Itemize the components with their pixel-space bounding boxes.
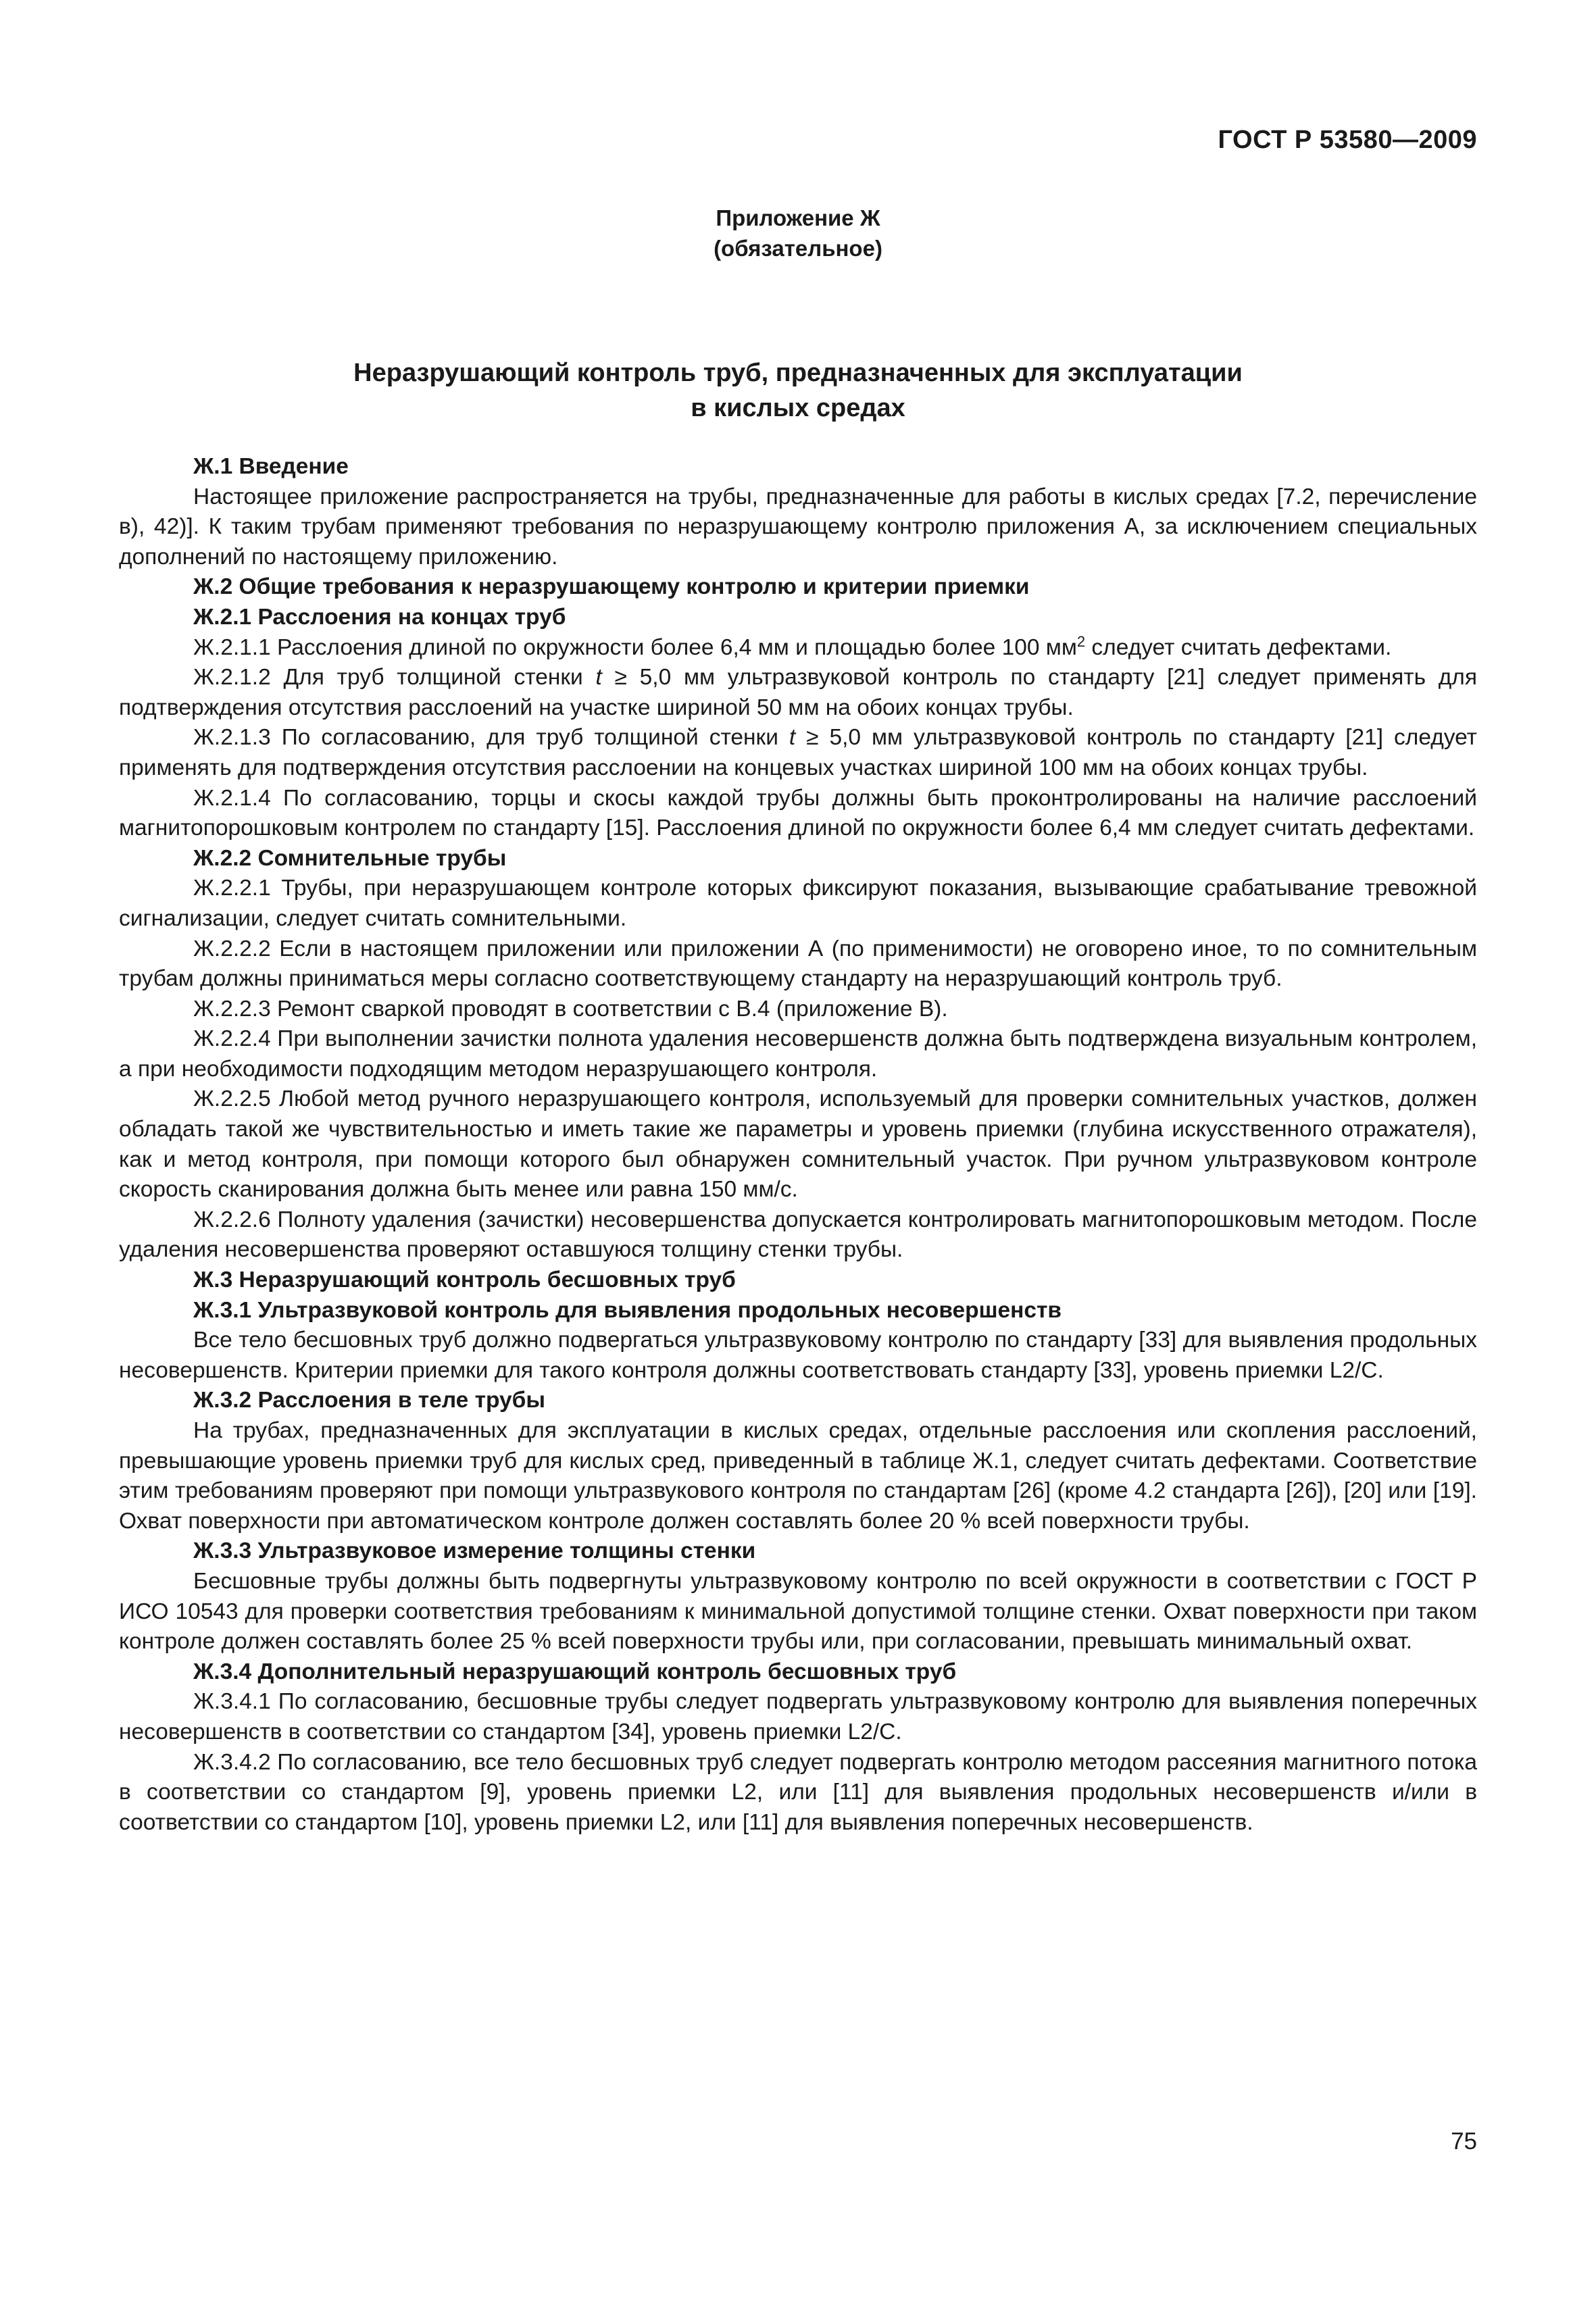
paragraph: Все тело бесшовных труб должно подвергаться ультразвуковому контролю по стандарту [33] для выявления продольных несовершенств. Критерии приемки для такого контроля должны соответствовать стандарту [33], уровень приемки L2/С. bbox=[119, 1328, 1477, 1383]
paragraph: Ж.2.2.3 Ремонт сваркой проводят в соответствии с В.4 (приложение В). bbox=[193, 996, 948, 1022]
paragraph bbox=[119, 633, 1477, 663]
paragraph: Настоящее приложение распространяется на трубы, предназначенные для работы в кислых средах [7.2, перечисление в), 42)]. К таким трубам применяют требования по неразрушающему контролю приложения А, за исключением специальных дополнений по настоящему приложению. bbox=[119, 484, 1477, 570]
subsection-heading: Ж.3.2 Расслоения в теле трубы bbox=[193, 1388, 545, 1413]
page-number: 75 bbox=[1451, 2128, 1477, 2155]
paragraph: Бесшовные трубы должны быть подвергнуты ультразвуковому контролю по всей окружности в соответствии с ГОСТ Р ИСО 10543 для проверки соответствия требованиям к минимальной допустимой толщине стенки. Охват поверхности при таком контроле должен составлять более 25 % всей поверхности трубы или, при согласовании, превышать минимальный охват. bbox=[119, 1568, 1477, 1655]
paragraph-text: ≥ 5,0 мм ультразвуковой контроль по стандарту [21] следует применять для подтверждения отсутствия расслоении на концевых участках шириной 100 мм на обоих концах трубы. bbox=[119, 725, 1477, 780]
document-code: ГОСТ Р 53580—2009 bbox=[1218, 126, 1477, 154]
annex-title bbox=[119, 355, 1477, 426]
variable: t bbox=[595, 665, 602, 690]
paragraph-text: следует считать дефектами. bbox=[1085, 634, 1392, 660]
paragraph: Ж.2.2.6 Полноту удаления (зачистки) несовершенства допускается контролировать магнитопорошковым методом. После удаления несовершенства проверяют оставшуюся толщину стенки трубы. bbox=[119, 1207, 1477, 1263]
paragraph: Ж.3.4.1 По согласованию, бесшовные трубы следует подвергать ультразвуковому контролю для выявления поперечных несовершенств в соответствии со стандартом [34], уровень приемки L2/С. bbox=[119, 1689, 1477, 1744]
section-heading: Ж.2 Общие требования к неразрушающему контролю и критерии приемки bbox=[193, 574, 1030, 600]
annex-label: Приложение Ж bbox=[716, 205, 880, 230]
subsection-heading: Ж.2.2 Сомнительные трубы bbox=[193, 845, 507, 871]
paragraph-text: Ж.2.1.3 По согласованию, для труб толщиной стенки bbox=[193, 725, 789, 751]
subsection-heading: Ж.3.1 Ультразвуковой контроль для выявления продольных несовершенств bbox=[193, 1297, 1062, 1323]
paragraph: Ж.2.2.4 При выполнении зачистки полнота удаления несовершенств должна быть подтверждена визуальным контролем, а при необходимости подходящим методом неразрушающего контроля. bbox=[119, 1026, 1477, 1082]
section-heading: Ж.3 Неразрушающий контроль бесшовных труб bbox=[193, 1267, 736, 1293]
paragraph: Ж.3.4.2 По согласованию, все тело бесшовных труб следует подвергать контролю методом рассеяния магнитного потока в соответствии со стандартом [9], уровень приемки L2, или [11] для выявления продольных несовершенств и/или в соответствии со стандартом [10], уровень приемки L2, или [11] для выявления поперечных несовершенств. bbox=[119, 1749, 1477, 1835]
subsection-heading: Ж.2.1 Расслоения на концах труб bbox=[193, 604, 566, 630]
paragraph: Ж.2.2.5 Любой метод ручного неразрушающего контроля, используемый для проверки сомнительных участков, должен обладать такой же чувствительностью и иметь такие же параметры и уровень приемки (глубина искусственного отражателя), как и метод контроля, при помощи которого был обнаружен сомнительный участок. При ручном ультразвуковом контроле скорость сканирования должна быть менее или равна 150 мм/с. bbox=[119, 1086, 1477, 1203]
subsection-heading: Ж.3.3 Ультразвуковое измерение толщины стенки bbox=[193, 1538, 756, 1564]
paragraph bbox=[119, 663, 1477, 723]
annex-title-line-1: Неразрушающий контроль труб, предназначенных для эксплуатации bbox=[353, 359, 1243, 387]
paragraph-text: Ж.2.1.1 Расслоения длиной по окружности более 6,4 мм и площадью более 100 мм bbox=[193, 634, 1077, 660]
document-page bbox=[119, 0, 1477, 2314]
variable: t bbox=[789, 725, 796, 751]
paragraph bbox=[119, 723, 1477, 783]
annex-title-line-2: в кислых средах bbox=[691, 394, 905, 422]
annex-status: (обязательное) bbox=[714, 236, 882, 261]
paragraph-text: Ж.2.1.2 Для труб толщиной стенки bbox=[193, 665, 596, 690]
paragraph: Ж.2.2.2 Если в настоящем приложении или приложении А (по применимости) не оговорено иное, то по сомнительным трубам должны приниматься меры согласно соответствующему стандарту на неразрушающий контроль труб. bbox=[119, 936, 1477, 992]
annex-heading bbox=[119, 203, 1477, 263]
paragraph: Ж.2.1.4 По согласованию, торцы и скосы каждой трубы должны быть проконтролированы на наличие расслоений магнитопорошковым контролем по стандарту [15]. Расслоения длиной по окружности более 6,4 мм следует считать дефектами. bbox=[119, 785, 1477, 841]
section-heading: Ж.1 Введение bbox=[193, 454, 349, 479]
superscript: 2 bbox=[1076, 632, 1086, 650]
paragraph: Ж.2.2.1 Трубы, при неразрушающем контроле которых фиксируют показания, вызывающие срабатывание тревожной сигнализации, следует считать сомнительными. bbox=[119, 876, 1477, 931]
paragraph: На трубах, предназначенных для эксплуатации в кислых средах, отдельные расслоения или скопления расслоений, превышающие уровень приемки труб для кислых сред, приведенный в таблице Ж.1, следует считать дефектами. Соответствие этим требованиям проверяют при помощи ультразвукового контроля по стандартам [26] (кроме 4.2 стандарта [26]), [20] или [19]. Охват поверхности при автоматическом контроле должен составлять более 20 % всей поверхности трубы. bbox=[119, 1418, 1477, 1534]
paragraph-text: ≥ 5,0 мм ультразвуковой контроль по стандарту [21] следует применять для подтверждения отсутствия расслоений на участке шириной 50 мм на обоих концах трубы. bbox=[119, 665, 1477, 720]
subsection-heading: Ж.3.4 Дополнительный неразрушающий контроль бесшовных труб bbox=[193, 1659, 957, 1684]
document-body bbox=[119, 452, 1477, 1838]
